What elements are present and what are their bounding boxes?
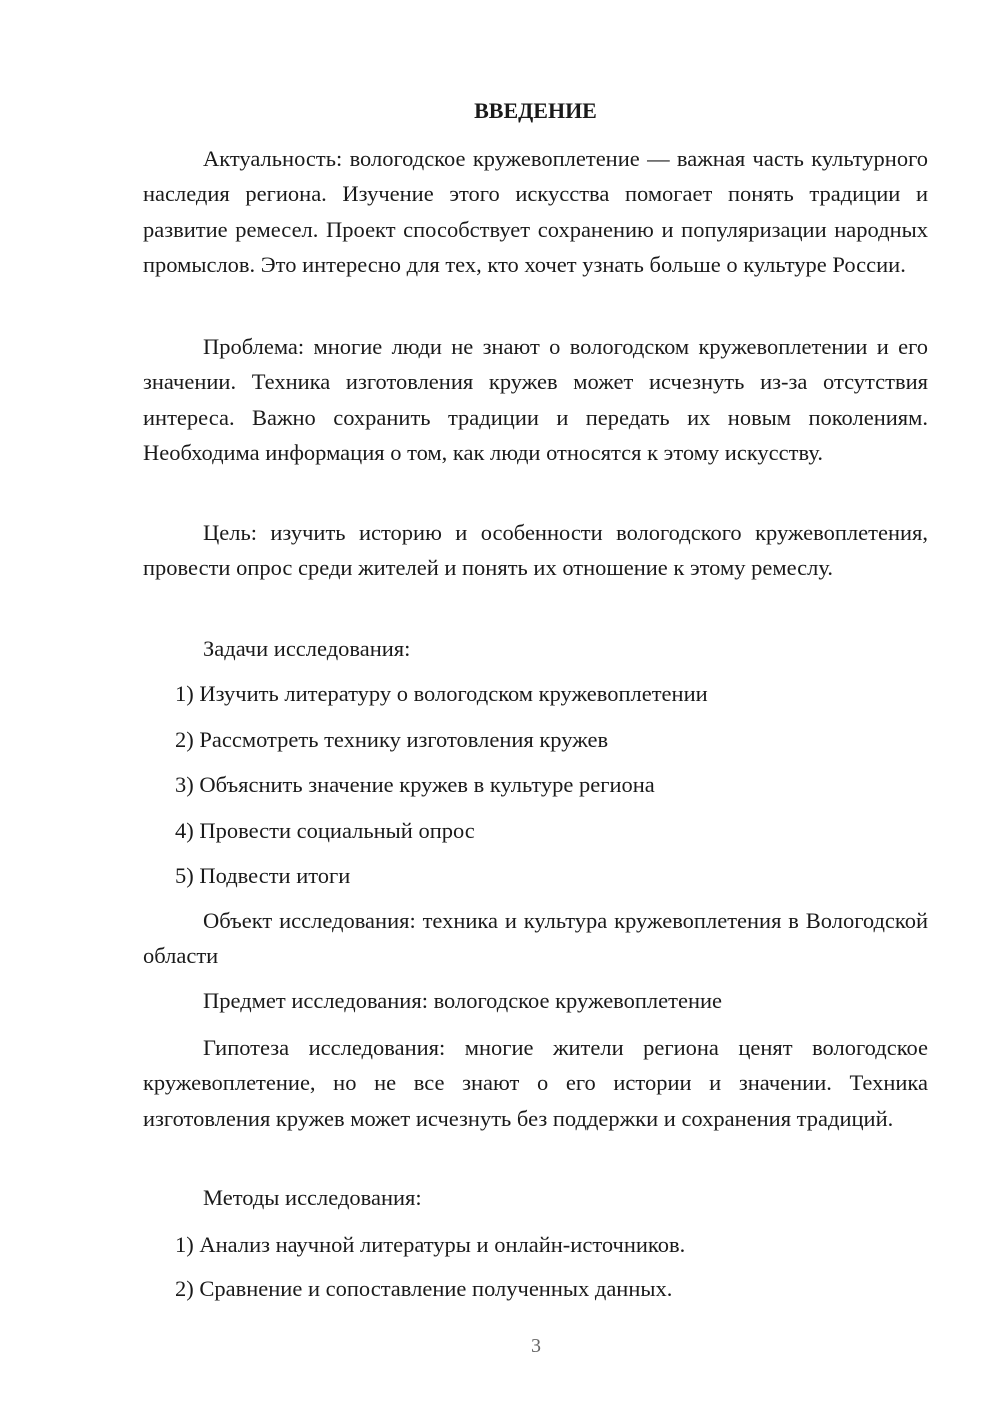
subject-paragraph: Предмет исследования: вологодское кружевоплетение	[203, 988, 723, 1013]
object-paragraph: Объект исследования: техника и культура кружевоплетения в Вологодской области	[143, 908, 928, 969]
task-item-5: 5) Подвести итоги	[175, 863, 351, 888]
task-item-4: 4) Провести социальный опрос	[175, 818, 475, 843]
tasks-heading: Задачи исследования:	[203, 636, 411, 661]
page-number: 3	[531, 1335, 541, 1357]
problem-paragraph: Проблема: многие люди не знают о вологодском кружевоплетении и его значении. Техника изготовления кружев может исчезнуть из-за отсутствия интереса. Важно сохранить традиции и передать их новым поколениям. Необходима информация о том, как люди относятся к этому искусству.	[143, 334, 928, 465]
relevance-paragraph: Актуальность: вологодское кружевоплетение — важная часть культурного наследия региона. Изучение этого искусства помогает понять традиции и развитие ремесел. Проект способствует сохранению и популяризации народных промыслов. Это интересно для тех, кто хочет узнать больше о культуре России.	[143, 146, 928, 277]
task-item-2: 2) Рассмотреть технику изготовления кружев	[175, 727, 609, 752]
task-item-3: 3) Объяснить значение кружев в культуре региона	[175, 772, 655, 797]
method-item-1: 1) Анализ научной литературы и онлайн-источников.	[175, 1232, 686, 1257]
goal-paragraph: Цель: изучить историю и особенности вологодского кружевоплетения, провести опрос среди жителей и понять их отношение к этому ремеслу.	[143, 520, 928, 581]
section-title: ВВЕДЕНИЕ	[474, 98, 597, 123]
method-item-2: 2) Сравнение и сопоставление полученных данных.	[175, 1276, 673, 1301]
methods-heading: Методы исследования:	[203, 1185, 422, 1210]
hypothesis-paragraph: Гипотеза исследования: многие жители региона ценят вологодское кружевоплетение, но не все знают о его истории и значении. Техника изготовления кружев может исчезнуть без поддержки и сохранения традиций.	[143, 1035, 928, 1131]
task-item-1: 1) Изучить литературу о вологодском кружевоплетении	[175, 681, 708, 706]
